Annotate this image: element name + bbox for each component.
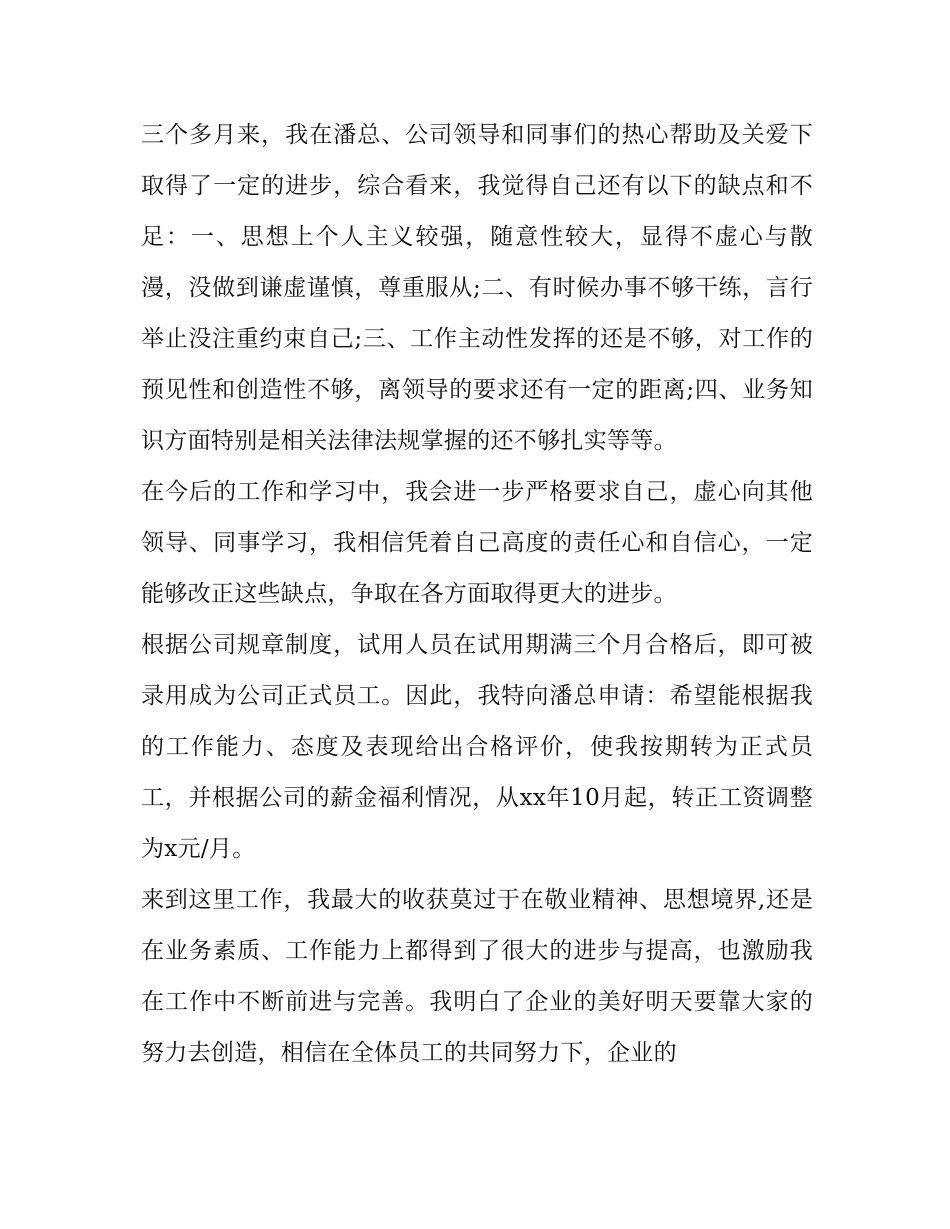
paragraph-improvement: 在今后的工作和学习中，我会进一步严格要求自己，虚心向其他领导、同事学习，我相信凭着自己高度的责任心和自信心，一定能够改正这些缺点，争取在各方面取得更大的进步。 bbox=[141, 479, 813, 607]
paragraph-shortcomings: 三个多月来，我在潘总、公司领导和同事们的热心帮助及关爱下取得了一定的进步，综合看来，我觉得自己还有以下的缺点和不足：一、思想上个人主义较强，随意性较大，显得不虚心与散漫，没做到谦虚谨慎，尊重服从;二、有时候办事不够干练，言行举止没注重约束自己;三、工作主动性发挥的还是不够，对工作的预见性和创造性不够，离领导的要求还有一定的距离;四、业务知识方面特别是相关法律法规掌握的还不够扎实等等。 bbox=[141, 122, 813, 454]
paragraph-gains: 来到这里工作，我最大的收获莫过于在敬业精神、思想境界,还是在业务素质、工作能力上都得到了很大的进步与提高，也激励我在工作中不断前进与完善。我明白了企业的美好明天要靠大家的努力去创造，相信在全体员工的共同努力下，企业的 bbox=[141, 887, 813, 1066]
document-body bbox=[141, 110, 813, 1079]
paragraph-application: 根据公司规章制度，试用人员在试用期满三个月合格后，即可被录用成为公司正式员工。因此，我特向潘总申请：希望能根据我的工作能力、态度及表现给出合格评价，使我按期转为正式员工，并根据公司的薪金福利情况，从xx年10月起，转正工资调整为x元/月。 bbox=[141, 632, 813, 862]
